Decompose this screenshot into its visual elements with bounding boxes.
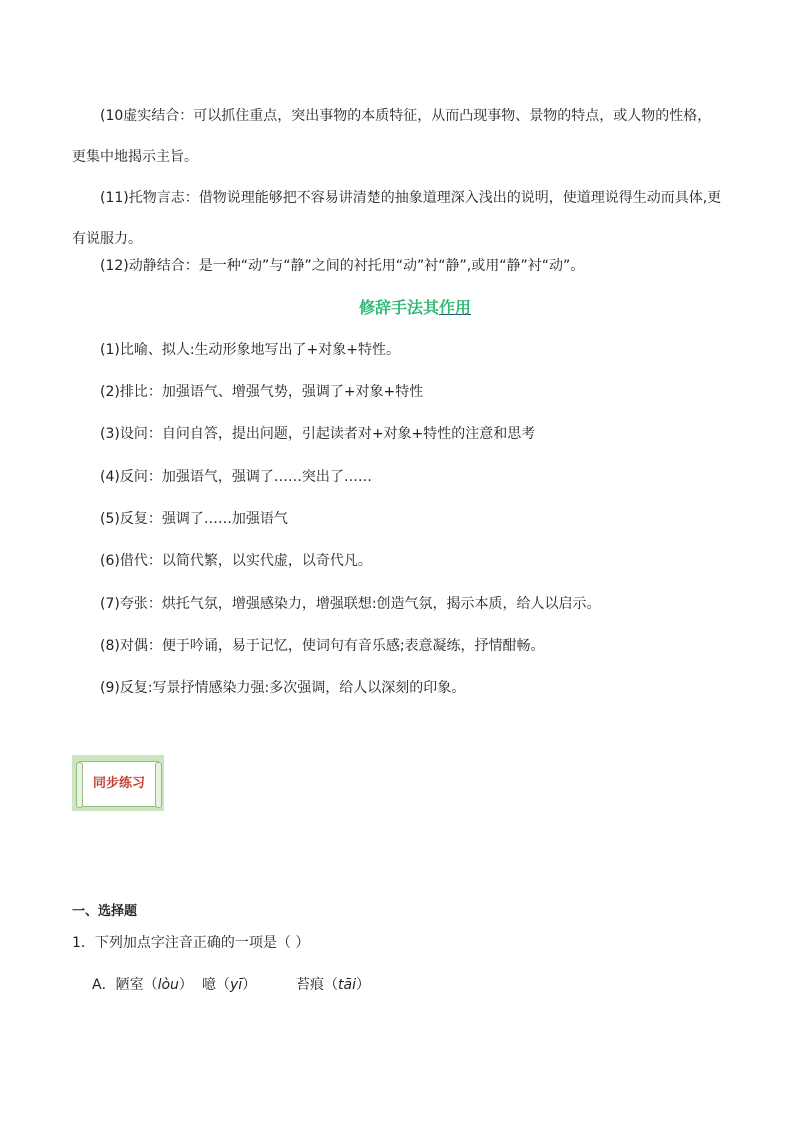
rhetoric-item-1: (1)比喻、拟人:生动形象地写出了+对象+特性。 (100, 342, 401, 358)
paragraph-12: (12)动静结合：是一种“动”与“静”之间的衬托用“动”衬“静”,或用“静”衬“动”。 (100, 258, 585, 274)
option-c-pinyin: tāi (338, 977, 356, 993)
rhetoric-item-6: (6)借代：以简代繁，以实代虚，以奇代凡。 (100, 553, 372, 569)
option-a-pinyin: lòu (157, 977, 179, 993)
rhetoric-item-5: (5)反复：强调了……加强语气 (100, 511, 288, 527)
rhetoric-item-7: (7)夸张：烘托气氛，增强感染力，增强联想:创造气氛，揭示本质，给人以启示。 (100, 596, 601, 612)
option-b-pinyin: yī (230, 977, 243, 993)
rhetoric-item-3: (3)设问：自问自答，提出问题，引起读者对+对象+特性的注意和思考 (100, 426, 536, 442)
section-title-part1: 修辞手法其 (358, 298, 439, 317)
sync-practice-label: 同步练习 (92, 776, 145, 791)
paragraph-10: (10虚实结合：可以抓住重点，突出事物的本质特征，从而凸现事物、景物的特点，或人物的性格，更集中地揭示主旨。 (72, 108, 712, 165)
question-1: 1．下列加点字注音正确的一项是（ ） (72, 935, 310, 951)
exercise-heading: 一、选择题 (72, 904, 138, 919)
option-c: 苔痕（tāi） (296, 977, 370, 993)
section-title (0, 296, 794, 320)
rhetoric-item-8: (8)对偶：便于吟诵，易于记忆，使词句有音乐感;表意凝练，抒情酣畅。 (100, 638, 545, 654)
scroll-icon (78, 761, 160, 807)
rhetoric-item-9: (9)反复:写景抒情感染力强:多次强调，给人以深刻的印象。 (100, 680, 466, 696)
rhetoric-item-2: (2)排比：加强语气、增强气势，强调了+对象+特性 (100, 384, 424, 400)
option-b: 噫（yī） (202, 977, 257, 993)
paragraph-11: (11)托物言志：借物说理能够把不容易讲清楚的抽象道理深入浅出的说明，使道理说得生动而具体,更有说服力。 (72, 190, 722, 247)
question-1-options (92, 975, 370, 995)
option-a: A．陋室（lòu） (92, 977, 193, 993)
section-title-part2: 作用 (439, 298, 472, 317)
rhetoric-item-4: (4)反问：加强语气，强调了……突出了…… (100, 469, 372, 485)
sync-practice-badge (72, 755, 164, 811)
